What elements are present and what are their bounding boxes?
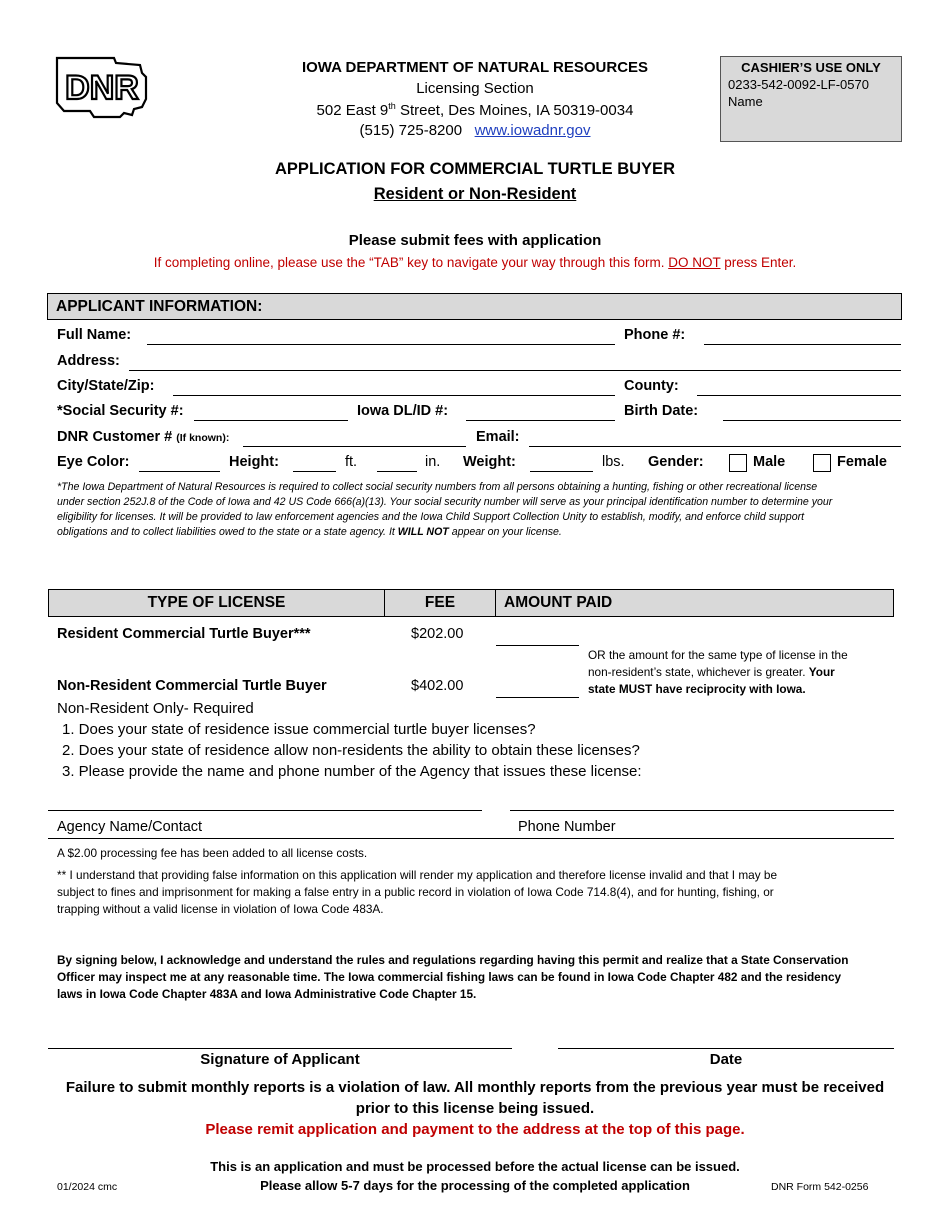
birth-date-field[interactable]: [723, 420, 901, 421]
eye-color-field[interactable]: [139, 471, 220, 472]
nonresident-required-label: Non-Resident Only- Required: [57, 700, 254, 717]
license-table-header: [48, 589, 894, 617]
question-3: 3. Please provide the name and phone number of the Agency that issues these license:: [62, 763, 642, 780]
ssn-label: *Social Security #:: [57, 403, 184, 419]
phone-label: Phone #:: [624, 327, 686, 343]
reciprocity-note: OR the amount for the same type of license in the non-resident’s state, whichever is greater. Your state MUST have reciprocity with Iowa.: [588, 648, 848, 696]
agency-row-divider: [48, 838, 894, 839]
ssn-field[interactable]: [194, 420, 348, 421]
height-ft-field[interactable]: [293, 471, 336, 472]
ft-unit: ft.: [345, 454, 358, 470]
eye-color-label: Eye Color:: [57, 454, 130, 470]
cashier-name-label: Name: [728, 94, 763, 109]
nonresident-amount-paid-field[interactable]: [496, 697, 579, 698]
form-subtitle: Resident or Non-Resident: [373, 185, 577, 203]
monthly-report-warning-2: prior to this license being issued.: [355, 1100, 595, 1117]
col-amount-paid: AMOUNT PAID: [504, 594, 613, 611]
resident-license-fee: $202.00: [411, 626, 464, 642]
male-checkbox[interactable]: [729, 454, 747, 472]
weight-label: Weight:: [463, 454, 516, 470]
city-state-zip-field[interactable]: [173, 395, 615, 396]
date-label: Date: [709, 1051, 743, 1068]
contact-line: [220, 122, 730, 139]
email-label: Email:: [476, 429, 520, 445]
city-state-zip-label: City/State/Zip:: [57, 378, 155, 394]
resident-amount-paid-field[interactable]: [496, 645, 579, 646]
gender-label: Gender:: [648, 454, 704, 470]
address: 502 East 9th Street, Des Moines, IA 50319-0034: [316, 101, 634, 119]
processing-note-1: This is an application and must be processed before the actual license can be issued.: [210, 1159, 740, 1174]
dl-id-label: Iowa DL/ID #:: [357, 403, 449, 419]
nonresident-license-fee: $402.00: [411, 678, 464, 694]
submit-fees-note: Please submit fees with application: [348, 232, 602, 249]
female-checkbox[interactable]: [813, 454, 831, 472]
dnr-customer-field[interactable]: [243, 446, 466, 447]
cashier-title: CASHIER’S USE ONLY: [741, 60, 881, 75]
ssn-disclosure-note: *The Iowa Department of Natural Resources is required to collect social security numbers from all persons obtaining a hunting, fishing or other recreational license under section 252J.8 of the Code of Iowa and 42 US Code 666(a)(13). Your social security number will serve as your principal identification number to determine your eligibility for licenses. It will be provided to law enforcement agencies and the Iowa Child Support Collection Unity to establish, modify, and enforce child support obligations and to collect liabilities owed to the state or a state agency. It WILL NOT appear on your license.: [57, 481, 833, 538]
email-field[interactable]: [529, 446, 901, 447]
address-field[interactable]: [129, 370, 901, 371]
agency-phone-field[interactable]: [510, 810, 894, 811]
department-name: IOWA DEPARTMENT OF NATURAL RESOURCES: [301, 59, 649, 76]
full-name-field[interactable]: [147, 344, 615, 345]
signature-label: Signature of Applicant: [200, 1051, 360, 1068]
phone-number: (515) 725-8200: [359, 122, 463, 139]
full-name-label: Full Name:: [57, 327, 132, 343]
tab-key-note: If completing online, please use the “TAB” key to navigate your way through this form. DO NOT press Enter.: [153, 255, 797, 270]
agency-name-field[interactable]: [48, 810, 482, 811]
dnr-logo: [54, 55, 152, 119]
birth-date-label: Birth Date:: [624, 403, 699, 419]
applicant-section-header: APPLICANT INFORMATION:: [47, 293, 902, 320]
resident-license-name: Resident Commercial Turtle Buyer***: [57, 626, 311, 642]
female-label: Female: [837, 454, 887, 470]
height-label: Height:: [229, 454, 279, 470]
logo-text: DNR: [65, 69, 139, 107]
date-field[interactable]: [558, 1048, 894, 1049]
county-label: County:: [624, 378, 679, 394]
signing-acknowledgement: By signing below, I acknowledge and understand the rules and regulations regarding having this permit and realize that a State Conservation Officer may inspect me at any reasonable time. The Iowa commercial fishing laws can be found in Iowa Code Chapter 482 and the residency laws in Iowa Code Chapter 483A and Iowa Administrative Code Chapter 15.: [57, 953, 849, 1001]
col-fee: FEE: [385, 590, 496, 616]
address-label: Address:: [57, 353, 120, 369]
agency-phone-label: Phone Number: [518, 819, 616, 835]
processing-note-2: Please allow 5-7 days for the processing of the completed application: [260, 1178, 690, 1193]
section-name: Licensing Section: [416, 80, 534, 97]
form-title: APPLICATION FOR COMMERCIAL TURTLE BUYER: [275, 160, 675, 178]
form-version: 01/2024 cmc: [57, 1181, 118, 1193]
nonresident-license-name: Non-Resident Commercial Turtle Buyer: [57, 678, 327, 694]
dnr-customer-label: DNR Customer # (If known):: [57, 429, 230, 445]
cashier-box: [720, 56, 902, 142]
form-number: DNR Form 542-0256: [771, 1181, 869, 1193]
county-field[interactable]: [697, 395, 901, 396]
remit-instruction: Please remit application and payment to the address at the top of this page.: [205, 1121, 745, 1138]
dl-id-field[interactable]: [466, 420, 615, 421]
signature-field[interactable]: [48, 1048, 512, 1049]
agency-name-label: Agency Name/Contact: [57, 819, 203, 835]
height-in-field[interactable]: [377, 471, 417, 472]
question-2: 2. Does your state of residence allow non-residents the ability to obtain these licenses?: [62, 742, 640, 759]
monthly-report-warning-1: Failure to submit monthly reports is a violation of law. All monthly reports from the previous year must be received: [65, 1079, 885, 1096]
male-label: Male: [753, 454, 786, 470]
question-1: 1. Does your state of residence issue commercial turtle buyer licenses?: [62, 721, 536, 738]
false-info-note: ** I understand that providing false information on this application will render my application and therefore license invalid and that I may be subject to fines and imprisonment for making a false entry in a public record in violation of Iowa Code 714.8(4), and for hunting, fishing, or trapping without a valid license in violation of Iowa Code 483A.: [57, 868, 778, 916]
col-type-of-license: TYPE OF LICENSE: [49, 590, 385, 616]
processing-fee-note: A $2.00 processing fee has been added to all license costs.: [57, 846, 368, 860]
cashier-code: 0233-542-0092-LF-0570: [728, 77, 869, 92]
in-unit: in.: [425, 454, 441, 470]
phone-field[interactable]: [704, 344, 901, 345]
website-link[interactable]: www.iowadnr.gov: [474, 122, 591, 139]
weight-field[interactable]: [530, 471, 593, 472]
lbs-unit: lbs.: [602, 454, 625, 470]
